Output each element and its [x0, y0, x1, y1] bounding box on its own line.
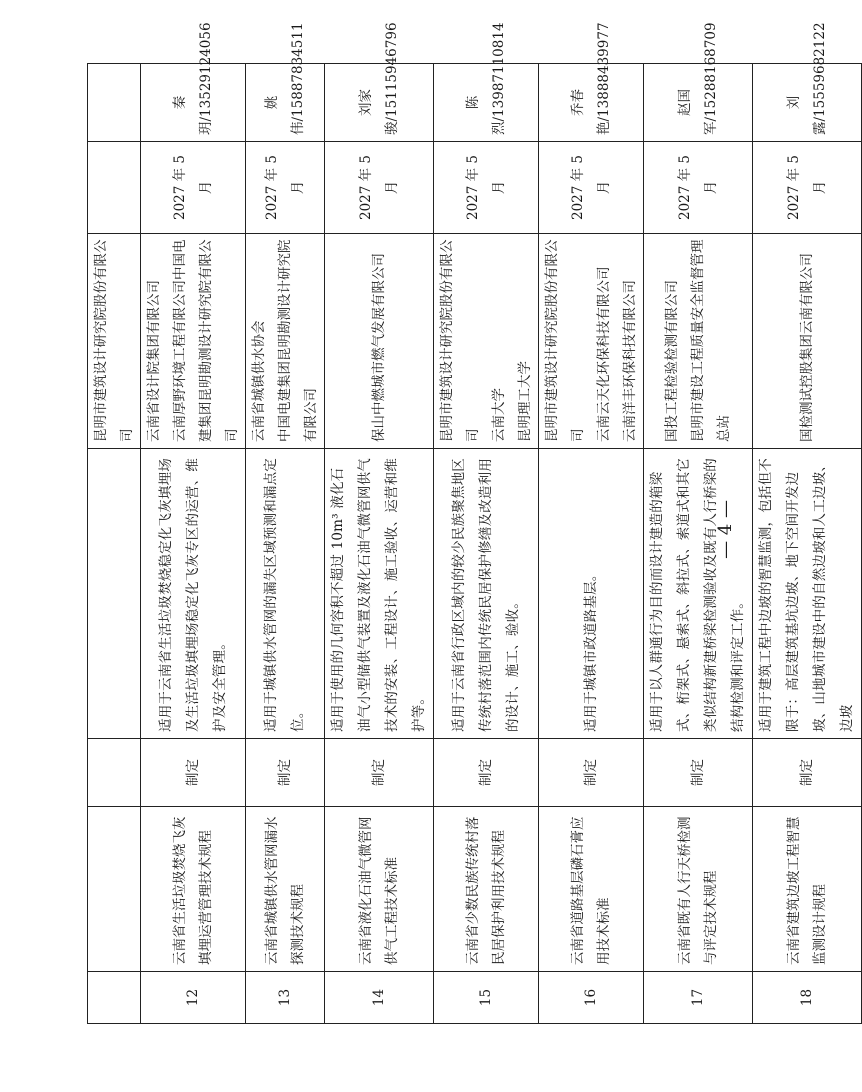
- cell-contact: 姚伟/15887834511: [246, 64, 325, 142]
- cell-no: 12: [141, 972, 246, 1024]
- org-line: 昆明市建筑设计研究院股份有限公: [544, 239, 560, 442]
- org-line: 有限公司: [303, 388, 319, 442]
- cell-type: 制定: [325, 739, 434, 807]
- page-number: — 4 —: [715, 500, 736, 559]
- cell-date: 2027 年 5 月: [325, 142, 434, 234]
- org-line: 昆明理工大学: [517, 361, 533, 442]
- cell-orgs: [644, 234, 753, 449]
- org-line: 昆明市建筑设计研究院股份有限公: [93, 239, 109, 442]
- org-line: 昆明市建筑设计研究院股份有限公: [439, 239, 455, 442]
- cell-orgs: [141, 234, 246, 449]
- cell-contact: 刘家骏/15115946796: [325, 64, 434, 142]
- cell-no: [88, 972, 141, 1024]
- cell-date: [88, 142, 141, 234]
- table-row: [88, 64, 141, 1024]
- cell-no: 18: [753, 972, 862, 1024]
- cell-contact: 赵国军/15288168709: [644, 64, 753, 142]
- cell-date: 2027 年 5 月: [539, 142, 644, 234]
- org-line: 司: [119, 428, 135, 442]
- cell-scope: 适用于城镇供水管网的漏失区域预测和漏点定位。: [246, 449, 325, 739]
- org-line: 云南省设计院集团有限公司: [146, 280, 162, 442]
- table-row: [246, 64, 325, 1024]
- cell-contact: 秦玥/13529124056: [141, 64, 246, 142]
- cell-no: 16: [539, 972, 644, 1024]
- org-line: 国投工程检验检测有限公司: [664, 280, 680, 442]
- cell-date: 2027 年 5 月: [141, 142, 246, 234]
- cell-name: 云南省液化石油气微管网供气工程技术标准: [325, 807, 434, 972]
- cell-name: 云南省少数民族传统村落民居保护利用技术规程: [434, 807, 539, 972]
- cell-orgs: [434, 234, 539, 449]
- org-line: 昆明市建设工程质量安全监督管理: [690, 239, 706, 442]
- cell-type: 制定: [753, 739, 862, 807]
- cell-contact: [88, 64, 141, 142]
- cell-date: 2027 年 5 月: [644, 142, 753, 234]
- org-line: 云南厚野环境工程有限公司中国电: [172, 239, 188, 442]
- cell-orgs: [753, 234, 862, 449]
- cell-no: 13: [246, 972, 325, 1024]
- cell-no: 15: [434, 972, 539, 1024]
- cell-no: 14: [325, 972, 434, 1024]
- org-line: 云南省城镇供水协会: [251, 320, 267, 442]
- cell-name: 云南省道路基层磷石膏应用技术标准: [539, 807, 644, 972]
- cell-name: 云南省既有人行天桥检测与评定技术规程: [644, 807, 753, 972]
- cell-no: 17: [644, 972, 753, 1024]
- org-line: 云南大学: [491, 388, 507, 442]
- rotated-table-wrapper: [87, 22, 855, 1024]
- cell-type: 制定: [644, 739, 753, 807]
- standards-table: [87, 22, 862, 1024]
- cell-scope: [88, 449, 141, 739]
- cell-orgs: [88, 234, 141, 449]
- cell-scope: 适用于云南省行政区域内的较少民族聚焦地区传统村落范围内传统民居保护修缮及改造利用的设计、施工、验收。: [434, 449, 539, 739]
- cell-type: 制定: [539, 739, 644, 807]
- cell-orgs: [539, 234, 644, 449]
- cell-contact: 乔春艳/13888439977: [539, 64, 644, 142]
- cell-scope: 适用于云南省生活垃圾焚烧稳定化飞灰填埋场及生活垃圾填埋场稳定化飞灰专区的运营、维护及安全管理。: [141, 449, 246, 739]
- table-row: [753, 64, 862, 1024]
- cell-name: 云南省生活垃圾焚烧飞灰填埋运营管理技术规程: [141, 807, 246, 972]
- cell-scope: 适用于城镇市政道路基层。: [539, 449, 644, 739]
- org-line: 云南云天化环保科技有限公司: [596, 266, 612, 442]
- table-row: [141, 64, 246, 1024]
- cell-scope: 适用于以人群通行为目的而设计建造的箱梁式、桁架式、悬索式、斜拉式、索道式和其它类似结构新建桥梁检测验收及既有人行桥梁的结构检测和评定工作。: [644, 449, 753, 739]
- cell-contact: 陈烈/13987110814: [434, 64, 539, 142]
- org-line: 司: [465, 428, 481, 442]
- org-line: 云南洋丰环保科技有限公司: [622, 280, 638, 442]
- cell-scope: 适用于建筑工程中边坡的智慧监测，包括但不限于：高层建筑基坑边坡、地下空间开发边坡、山地城市建设中的自然边坡和人工边坡、边坡: [753, 449, 862, 739]
- cell-name: 云南省建筑边坡工程智慧监测设计规程: [753, 807, 862, 972]
- cell-contact: 刘露/15559682122: [753, 64, 862, 142]
- cell-orgs: [325, 234, 434, 449]
- cell-orgs: [246, 234, 325, 449]
- org-line: 总站: [716, 415, 732, 442]
- cell-type: 制定: [246, 739, 325, 807]
- org-line: 保山中燃城市燃气发展有限公司: [371, 253, 387, 442]
- cell-type: 制定: [434, 739, 539, 807]
- table-row: [539, 64, 644, 1024]
- table-row: [434, 64, 539, 1024]
- org-line: 建集团昆明勘测设计研究院有限公: [198, 239, 214, 442]
- cell-date: 2027 年 5 月: [246, 142, 325, 234]
- cell-name: 云南省城镇供水管网漏水探测技术规程: [246, 807, 325, 972]
- cell-name: [88, 807, 141, 972]
- org-line: 国检测试控股集团云南有限公司: [799, 253, 815, 442]
- cell-date: 2027 年 5 月: [753, 142, 862, 234]
- table-row: [325, 64, 434, 1024]
- cell-type: 制定: [141, 739, 246, 807]
- cell-date: 2027 年 5 月: [434, 142, 539, 234]
- cell-scope: 适用于使用的几何容积不超过 10m³ 液化石油气小型储供气装置及液化石油气微管网供气技术的安装、工程设计、施工验收、运营和维护等。: [325, 449, 434, 739]
- org-line: 司: [570, 428, 586, 442]
- cell-type: [88, 739, 141, 807]
- org-line: 司: [224, 428, 240, 442]
- org-line: 中国电建集团昆明勘测设计研究院: [277, 239, 293, 442]
